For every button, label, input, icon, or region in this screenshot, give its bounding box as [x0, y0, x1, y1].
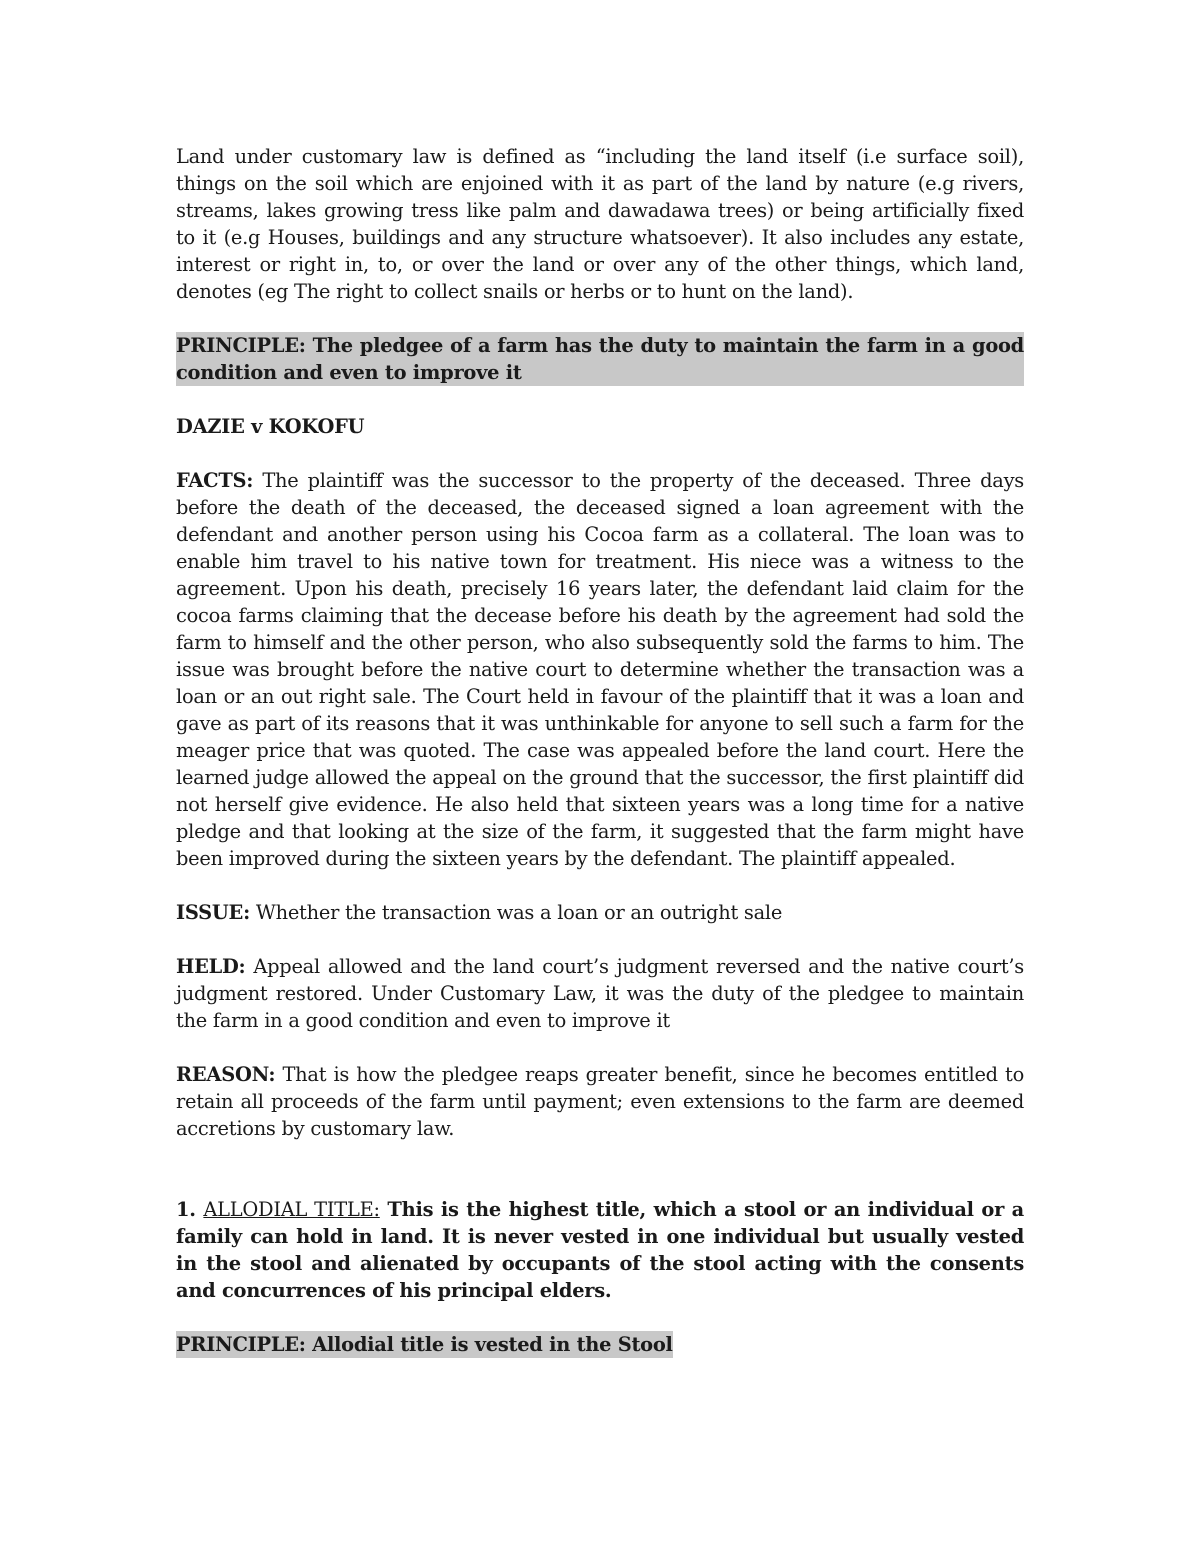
facts-label: FACTS:: [176, 469, 254, 492]
reason-label: REASON:: [176, 1063, 276, 1086]
allodial-heading: ALLODIAL TITLE:: [203, 1198, 380, 1221]
allodial-title-paragraph: [176, 1196, 1024, 1304]
facts-paragraph: [176, 467, 1024, 872]
allodial-number: 1.: [176, 1198, 204, 1221]
issue-paragraph: [176, 899, 1024, 926]
document-page: [176, 143, 1024, 1358]
intro-paragraph: Land under customary law is defined as “including the land itself (i.e surface soil), things on the soil which are enjoined with it as part of the land by nature (e.g rivers, streams, lakes growing tress like palm and dawadawa trees) or being artificially fixed to it (e.g Houses, buildings and any structure whatsoever). It also includes any estate, interest or right in, to, or over the land or over any of the other things, which land, denotes (eg The right to collect snails or herbs or to hunt on the land).: [176, 145, 1024, 303]
allodial-text: This is the highest title, which a stool or an individual or a family can hold in land. It is never vested in one individual but usually vested in the stool and alienated by occupants of the stool acting with the consents and concurrences of his principal elders.: [176, 1198, 1024, 1302]
held-label: HELD:: [176, 955, 246, 978]
issue-label: ISSUE:: [176, 901, 250, 924]
held-paragraph: [176, 953, 1024, 1034]
reason-paragraph: [176, 1061, 1024, 1142]
facts-text: The plaintiff was the successor to the property of the deceased. Three days before the death of the deceased, the deceased signed a loan agreement with the defendant and another person using his Cocoa farm as a collateral. The loan was to enable him travel to his native town for treatment. His niece was a witness to the agreement. Upon his death, precisely 16 years later, the defendant laid claim for the cocoa farms claiming that the decease before his death by the agreement had sold the farm to himself and the other person, who also subsequently sold the farms to him. The issue was brought before the native court to determine whether the transaction was a loan or an out right sale. The Court held in favour of the plaintiff that it was a loan and gave as part of its reasons that it was unthinkable for anyone to sell such a farm for the meager price that was quoted. The case was appealed before the land court. Here the learned judge allowed the appeal on the ground that the successor, the first plaintiff did not herself give evidence. He also held that sixteen years was a long time for a native pledge and that looking at the size of the farm, it suggested that the farm might have been improved during the sixteen years by the defendant. The plaintiff appealed.: [176, 469, 1024, 870]
held-text: Appeal allowed and the land court’s judgment reversed and the native court’s judgment restored. Under Customary Law, it was the duty of the pledgee to maintain the farm in a good condition and even to improve it: [176, 955, 1024, 1032]
principle-pledgee-duty: PRINCIPLE: The pledgee of a farm has the duty to maintain the farm in a good condition and even to improve it: [176, 334, 1024, 384]
reason-text: That is how the pledgee reaps greater benefit, since he becomes entitled to retain all proceeds of the farm until payment; even extensions to the farm are deemed accretions by customary law.: [176, 1063, 1024, 1140]
principle-allodial-title: PRINCIPLE: Allodial title is vested in the Stool: [176, 1333, 673, 1356]
issue-text: Whether the transaction was a loan or an outright sale: [250, 901, 783, 924]
principle-allodial-wrapper: [176, 1331, 1024, 1358]
case-title: DAZIE v KOKOFU: [176, 415, 365, 438]
